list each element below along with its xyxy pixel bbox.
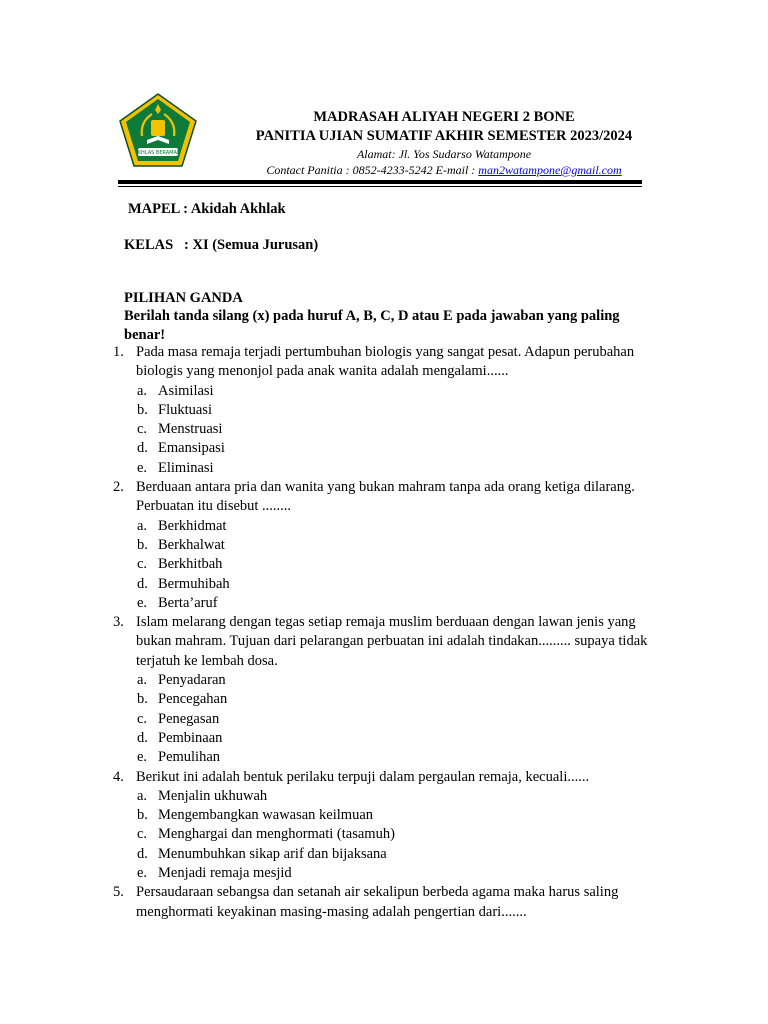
contact-line [200, 162, 688, 178]
answer-option[interactable] [0, 748, 768, 767]
letterhead [200, 108, 688, 178]
header-rule [118, 180, 642, 184]
option-letter: d. [137, 845, 148, 862]
option-letter: b. [137, 807, 148, 824]
option-text: Penyadaran [158, 672, 226, 689]
kemenag-logo [118, 92, 198, 168]
option-letter: b. [137, 401, 148, 418]
option-letter: b. [137, 691, 148, 708]
option-letter: b. [137, 536, 148, 553]
answer-option[interactable] [0, 690, 768, 709]
address: Alamat: Jl. Yos Sudarso Watampone [356, 147, 532, 161]
option-letter: a. [137, 787, 148, 804]
option-text: Fluktuasi [158, 401, 212, 418]
answer-option[interactable] [0, 845, 768, 864]
question-text: Berduaan antara pria dan wanita yang bukan mahram tanpa ada orang ketiga dilarang. Perbuatan itu disebut ........ [136, 479, 635, 515]
section-title: PILIHAN GANDA [124, 290, 243, 306]
question-3 [0, 613, 768, 671]
option-letter: a. [137, 382, 148, 399]
answer-option[interactable] [0, 864, 768, 883]
question-number: 4. [113, 768, 124, 785]
answer-option[interactable] [0, 420, 768, 439]
option-text: Asimilasi [158, 382, 214, 399]
answer-option[interactable] [0, 787, 768, 806]
instruction: Berilah tanda silang (x) pada huruf A, B, C, D atau E pada jawaban yang paling benar! [124, 308, 620, 343]
option-text: Pembinaan [158, 729, 223, 746]
option-letter: e. [137, 594, 148, 611]
question-text: Persaudaraan sebangsa dan setanah air sekalipun berbeda agama maka harus saling menghormati keyakinan masing-masing adalah pengertian dari....... [136, 884, 619, 920]
committee-title: PANITIA UJIAN SUMATIF AKHIR SEMESTER 2023/2024 [255, 128, 633, 144]
answer-option[interactable] [0, 825, 768, 844]
option-text: Emansipasi [158, 440, 225, 457]
answer-option[interactable] [0, 806, 768, 825]
option-text: Menjalin ukhuwah [158, 787, 268, 804]
answer-option[interactable] [0, 729, 768, 748]
contact-text: Contact Panitia : 0852-4233-5242 E-mail : [266, 163, 479, 177]
option-text: Pemulihan [158, 749, 221, 766]
option-text: Menghargai dan menghormati (tasamuh) [158, 826, 395, 843]
option-letter: e. [137, 865, 148, 882]
option-text: Menstruasi [158, 421, 223, 438]
option-text: Berta’aruf [158, 594, 218, 611]
option-text: Bermuhibah [158, 575, 230, 592]
svg-text:IKHLAS BERAMAL: IKHLAS BERAMAL [136, 150, 180, 156]
question-number: 2. [113, 479, 124, 496]
answer-option[interactable] [0, 401, 768, 420]
option-letter: e. [137, 749, 148, 766]
question-number: 1. [113, 344, 124, 360]
option-letter: a. [137, 517, 148, 534]
question-number: 5. [113, 884, 124, 901]
option-text: Menjadi remaja mesjid [158, 865, 292, 882]
option-text: Berkhidmat [158, 517, 227, 534]
option-text: Pencegahan [158, 691, 228, 708]
question-2 [0, 478, 768, 517]
option-letter: d. [137, 729, 148, 746]
answer-option[interactable] [0, 517, 768, 536]
option-letter: d. [137, 575, 148, 592]
question-text: Islam melarang dengan tegas setiap remaja muslim berduaan dengan lawan jenis yang bukan mahram. Tujuan dari pelarangan perbuatan ini adalah tindakan......... supaya tidak terjatuh ke lembah dosa. [136, 614, 648, 669]
school-name: MADRASAH ALIYAH NEGERI 2 BONE [313, 109, 575, 125]
answer-option[interactable] [0, 594, 768, 613]
option-text: Berkhalwat [158, 536, 225, 553]
header-rule-thin [118, 186, 642, 187]
answer-option[interactable] [0, 382, 768, 401]
email-link[interactable]: man2watampone@gmail.com [478, 163, 622, 177]
option-letter: d. [137, 440, 148, 457]
option-text: Penegasan [158, 710, 220, 727]
option-letter: a. [137, 672, 148, 689]
option-letter: c. [137, 556, 148, 573]
question-text: Berikut ini adalah bentuk perilaku terpuji dalam pergaulan remaja, kecuali...... [136, 768, 590, 785]
question-list [0, 343, 768, 922]
question-number: 3. [113, 614, 124, 631]
option-letter: c. [137, 826, 148, 843]
answer-option[interactable] [0, 536, 768, 555]
answer-option[interactable] [0, 671, 768, 690]
question-1 [0, 343, 768, 382]
option-text: Menumbuhkan sikap arif dan bijaksana [158, 845, 387, 862]
answer-option[interactable] [0, 575, 768, 594]
answer-option[interactable] [0, 459, 768, 478]
option-letter: c. [137, 710, 148, 727]
question-4 [0, 768, 768, 787]
option-letter: c. [137, 421, 148, 438]
answer-option[interactable] [0, 439, 768, 458]
option-text: Eliminasi [158, 459, 214, 476]
option-text: Mengembangkan wawasan keilmuan [158, 807, 374, 824]
question-text: Pada masa remaja terjadi pertumbuhan biologis yang sangat pesat. Adapun perubahan biologis yang menonjol pada anak wanita adalah mengalami...... [136, 344, 635, 380]
class-label: KELAS : XI (Semua Jurusan) [124, 237, 319, 253]
answer-option[interactable] [0, 555, 768, 574]
question-5 [0, 883, 768, 922]
option-letter: e. [137, 459, 148, 476]
subject-label: MAPEL : Akidah Akhlak [128, 201, 286, 217]
option-text: Berkhitbah [158, 556, 223, 573]
answer-option[interactable] [0, 710, 768, 729]
